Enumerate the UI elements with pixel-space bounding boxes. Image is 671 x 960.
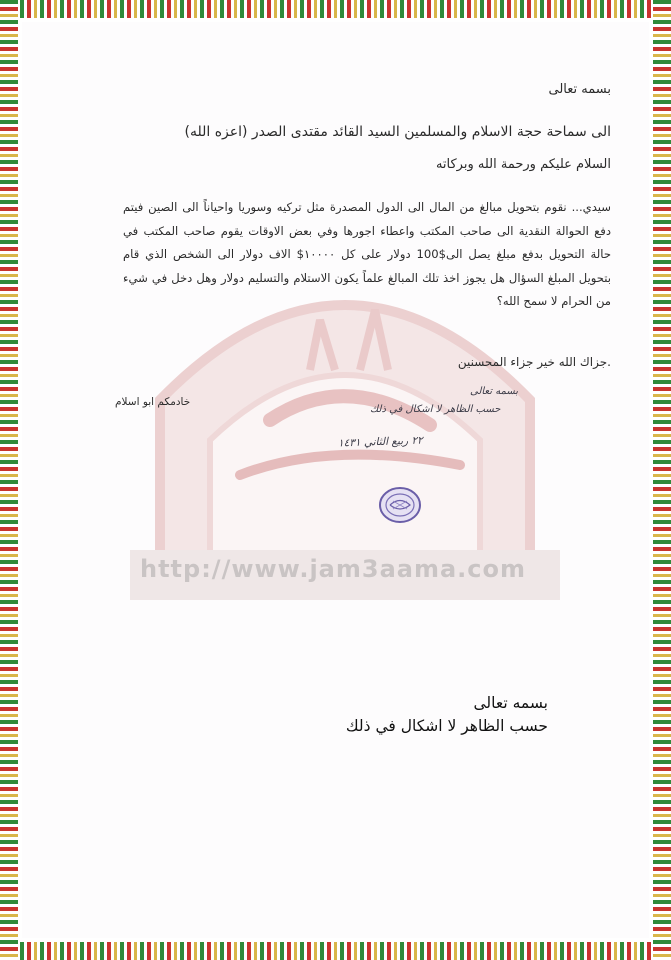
handwritten-basmala: بسمه تعالى [470,386,519,397]
decorative-border-right [653,0,671,960]
letter-basmala: بسمه تعالى [548,82,611,97]
handwritten-ruling: حسب الظاهر لا اشكال في ذلك [370,404,501,415]
decorative-border-left [0,0,18,960]
letter-address: الى سماحة حجة الاسلام والمسلمين السيد القائد مقتدى الصدر (اعزه الله) [184,124,611,140]
official-seal-stamp [378,486,422,524]
handwritten-date: ٢٢ ربيع الثاني ١٤٣١ [337,434,423,450]
answer-ruling: حسب الظاهر لا اشكال في ذلك [345,717,548,735]
decorative-border-top [0,0,671,18]
letter-body: سيدي... نقوم بتحويل مبالغ من المال الى الدول المصدرة مثل تركيه وسوريا واحياناً الى الصين فيتم دفع الحوالة النقدية الى صاحب المكتب واعطاء اجورها وفي بعض الاوقات يقوم صاحب المكتب في حالة التحويل بدفع مبلغ يصل الى$100 دولار على كل ١٠٠٠٠$ الاف دولار الى الشخص الذي قام بتحويل المبلغ السؤال هل يجوز اخذ تلك المبالغ علماً يكون الاستلام والتسليم دولار وهل دخل في شيء من الحرام لا سمح الله؟ [123,200,612,309]
letter-thanks: جزاك الله خير جزاء المحسنين. [457,355,611,369]
letter-greeting: السلام عليكم ورحمة الله وبركاته [435,157,611,172]
decorative-border-bottom [0,942,671,960]
watermark-url: http://www.jam3aama.com [140,555,526,583]
answer-basmala: بسمه تعالى [473,694,548,712]
letter-sender: خادمكم ابو اسلام [115,396,191,408]
